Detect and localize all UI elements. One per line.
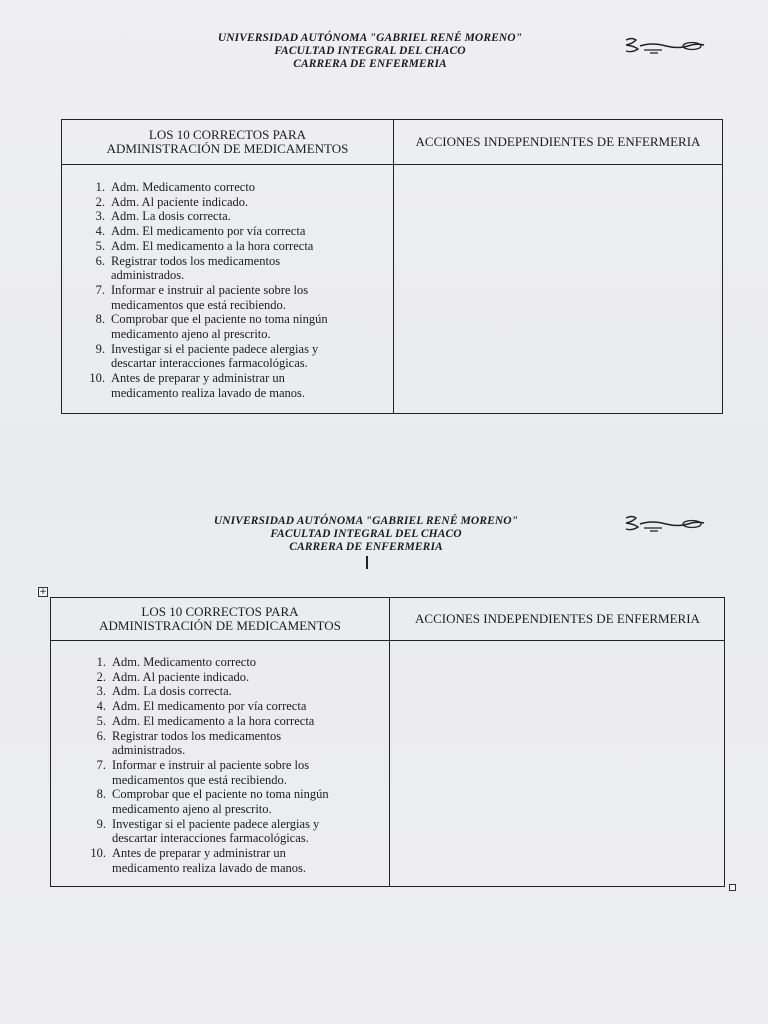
list-item <box>84 239 384 254</box>
list-item-number: 4. <box>96 699 106 714</box>
column-header-correctos <box>62 120 393 164</box>
list-item-number: 6. <box>96 728 106 743</box>
list-item <box>85 846 385 861</box>
list-item <box>84 224 384 239</box>
list-item-number: 7. <box>95 282 105 297</box>
list-item-number: 6. <box>95 253 105 268</box>
list-item <box>84 312 384 327</box>
list-item <box>84 209 384 224</box>
nursing-lamp-logo-icon <box>622 514 708 534</box>
list-item-text: Informar e instruir al paciente sobre los <box>111 282 309 297</box>
list-item <box>85 729 385 744</box>
list-item <box>85 787 385 802</box>
column-header-text: ACCIONES INDEPENDIENTES DE ENFERMERIA <box>415 611 700 626</box>
document-header-1 <box>210 32 530 71</box>
list-item-number <box>84 356 111 371</box>
list-item-text: Adm. El medicamento a la hora correcta <box>112 713 315 728</box>
column-header-text: ACCIONES INDEPENDIENTES DE ENFERMERIA <box>415 134 701 149</box>
correctos-list <box>85 655 385 876</box>
list-item-text: Investigar si el paciente padece alergias y <box>111 341 319 356</box>
list-item <box>84 195 384 210</box>
header-row-divider <box>51 640 724 641</box>
list-item-text: medicamento realiza lavado de manos. <box>111 385 306 400</box>
list-item-text: Registrar todos los medicamentos <box>112 728 282 743</box>
list-item <box>84 268 384 283</box>
list-item-text: Investigar si el paciente padece alergias y <box>112 816 320 831</box>
list-item-text: Adm. El medicamento a la hora correcta <box>111 238 314 253</box>
list-item <box>84 327 384 342</box>
list-item-number <box>85 861 112 876</box>
list-item-number <box>84 386 111 401</box>
list-item-text: Adm. El medicamento por vía correcta <box>112 699 307 714</box>
list-item-text: Informar e instruir al paciente sobre los <box>112 757 310 772</box>
list-item-text: Adm. Medicamento correcto <box>112 655 257 669</box>
list-item <box>85 831 385 846</box>
list-item <box>85 743 385 758</box>
list-item-text: Registrar todos los medicamentos <box>111 253 281 268</box>
medication-table-2 <box>50 597 725 887</box>
career-name: CARRERA DE ENFERMERIA <box>293 58 447 70</box>
column-header-line2: ADMINISTRACIÓN DE MEDICAMENTOS <box>106 141 349 156</box>
list-item <box>84 254 384 269</box>
list-item-number: 9. <box>96 816 106 831</box>
list-item-number: 1. <box>95 180 105 194</box>
list-item-number: 8. <box>95 312 105 327</box>
university-name: UNIVERSIDAD AUTÓNOMA "GABRIEL RENÉ MORENO" <box>213 515 519 527</box>
nursing-lamp-logo-icon <box>622 36 708 56</box>
column-header-correctos <box>51 598 389 640</box>
list-item-text: medicamentos que está recibiendo. <box>112 772 287 787</box>
list-item <box>84 356 384 371</box>
list-item-text: Adm. La dosis correcta. <box>111 209 231 224</box>
list-item-number: 2. <box>95 194 105 209</box>
list-item-number: 2. <box>96 669 106 684</box>
list-item-number: 9. <box>95 341 105 356</box>
list-item-text: Antes de preparar y administrar un <box>111 371 285 386</box>
list-item-text: descartar interacciones farmacológicas. <box>111 356 308 371</box>
list-item <box>85 699 385 714</box>
list-item-number <box>85 743 112 758</box>
list-item-text: administrados. <box>111 268 185 283</box>
correctos-list <box>84 180 384 401</box>
column-header-line1: LOS 10 CORRECTOS PARA <box>148 127 307 142</box>
list-item <box>85 773 385 788</box>
list-item-number <box>85 773 112 788</box>
list-item <box>85 861 385 876</box>
list-item-number <box>84 327 111 342</box>
list-item-number: 5. <box>96 713 106 728</box>
list-item-text: Adm. Al paciente indicado. <box>111 194 249 209</box>
header-row-divider <box>62 164 722 165</box>
list-item-number: 5. <box>95 238 105 253</box>
list-item <box>85 670 385 685</box>
list-item-number <box>84 298 111 313</box>
faculty-name: FACULTAD INTEGRAL DEL CHACO <box>274 45 466 57</box>
list-item-text: administrados. <box>112 743 186 758</box>
column-header-line2: ADMINISTRACIÓN DE MEDICAMENTOS <box>99 618 341 633</box>
list-item <box>85 684 385 699</box>
list-item <box>85 758 385 773</box>
list-item-text: Adm. La dosis correcta. <box>112 684 232 699</box>
faculty-name: FACULTAD INTEGRAL DEL CHACO <box>270 528 462 540</box>
list-item-number: 8. <box>96 787 106 802</box>
list-item-text: Antes de preparar y administrar un <box>112 846 286 861</box>
list-item <box>84 283 384 298</box>
list-item-text: Adm. Medicamento correcto <box>111 180 256 194</box>
list-item-text: Adm. El medicamento por vía correcta <box>111 224 306 239</box>
document-header-2 <box>206 515 526 554</box>
list-item-text: Comprobar que el paciente no toma ningún <box>112 787 329 802</box>
medication-table-1 <box>61 119 723 414</box>
list-item-text: Comprobar que el paciente no toma ningún <box>111 312 328 327</box>
table-move-handle-icon[interactable]: + <box>39 587 47 597</box>
list-item <box>85 714 385 729</box>
list-item <box>84 342 384 357</box>
list-item-number <box>84 268 111 283</box>
list-item <box>84 386 384 401</box>
list-item <box>85 655 385 670</box>
list-item-number: 10. <box>90 846 106 861</box>
list-item-number <box>85 831 112 846</box>
list-item-text: descartar interacciones farmacológicas. <box>112 831 309 846</box>
column-divider <box>389 598 390 886</box>
table-resize-handle-icon[interactable] <box>729 884 736 891</box>
list-item-text: Adm. Al paciente indicado. <box>112 669 250 684</box>
column-header-acciones <box>395 120 721 164</box>
list-item-number: 7. <box>96 757 106 772</box>
list-item-number: 3. <box>95 209 105 224</box>
column-header-acciones <box>391 598 724 640</box>
list-item <box>84 180 384 195</box>
list-item-number: 1. <box>96 655 106 669</box>
column-header-line1: LOS 10 CORRECTOS PARA <box>141 604 299 619</box>
text-cursor-icon <box>366 556 368 569</box>
list-item <box>84 298 384 313</box>
list-item-number: 10. <box>89 371 105 386</box>
list-item <box>85 817 385 832</box>
university-name: UNIVERSIDAD AUTÓNOMA "GABRIEL RENÉ MORENO" <box>217 32 523 44</box>
career-name: CARRERA DE ENFERMERIA <box>289 541 443 553</box>
list-item-text: medicamento ajeno al prescrito. <box>112 802 272 817</box>
list-item-number: 4. <box>95 224 105 239</box>
list-item <box>84 371 384 386</box>
list-item-number: 3. <box>96 684 106 699</box>
list-item-text: medicamentos que está recibiendo. <box>111 297 286 312</box>
list-item-text: medicamento ajeno al prescrito. <box>111 327 271 342</box>
list-item-number <box>85 802 112 817</box>
list-item-text: medicamento realiza lavado de manos. <box>112 860 307 875</box>
list-item <box>85 802 385 817</box>
